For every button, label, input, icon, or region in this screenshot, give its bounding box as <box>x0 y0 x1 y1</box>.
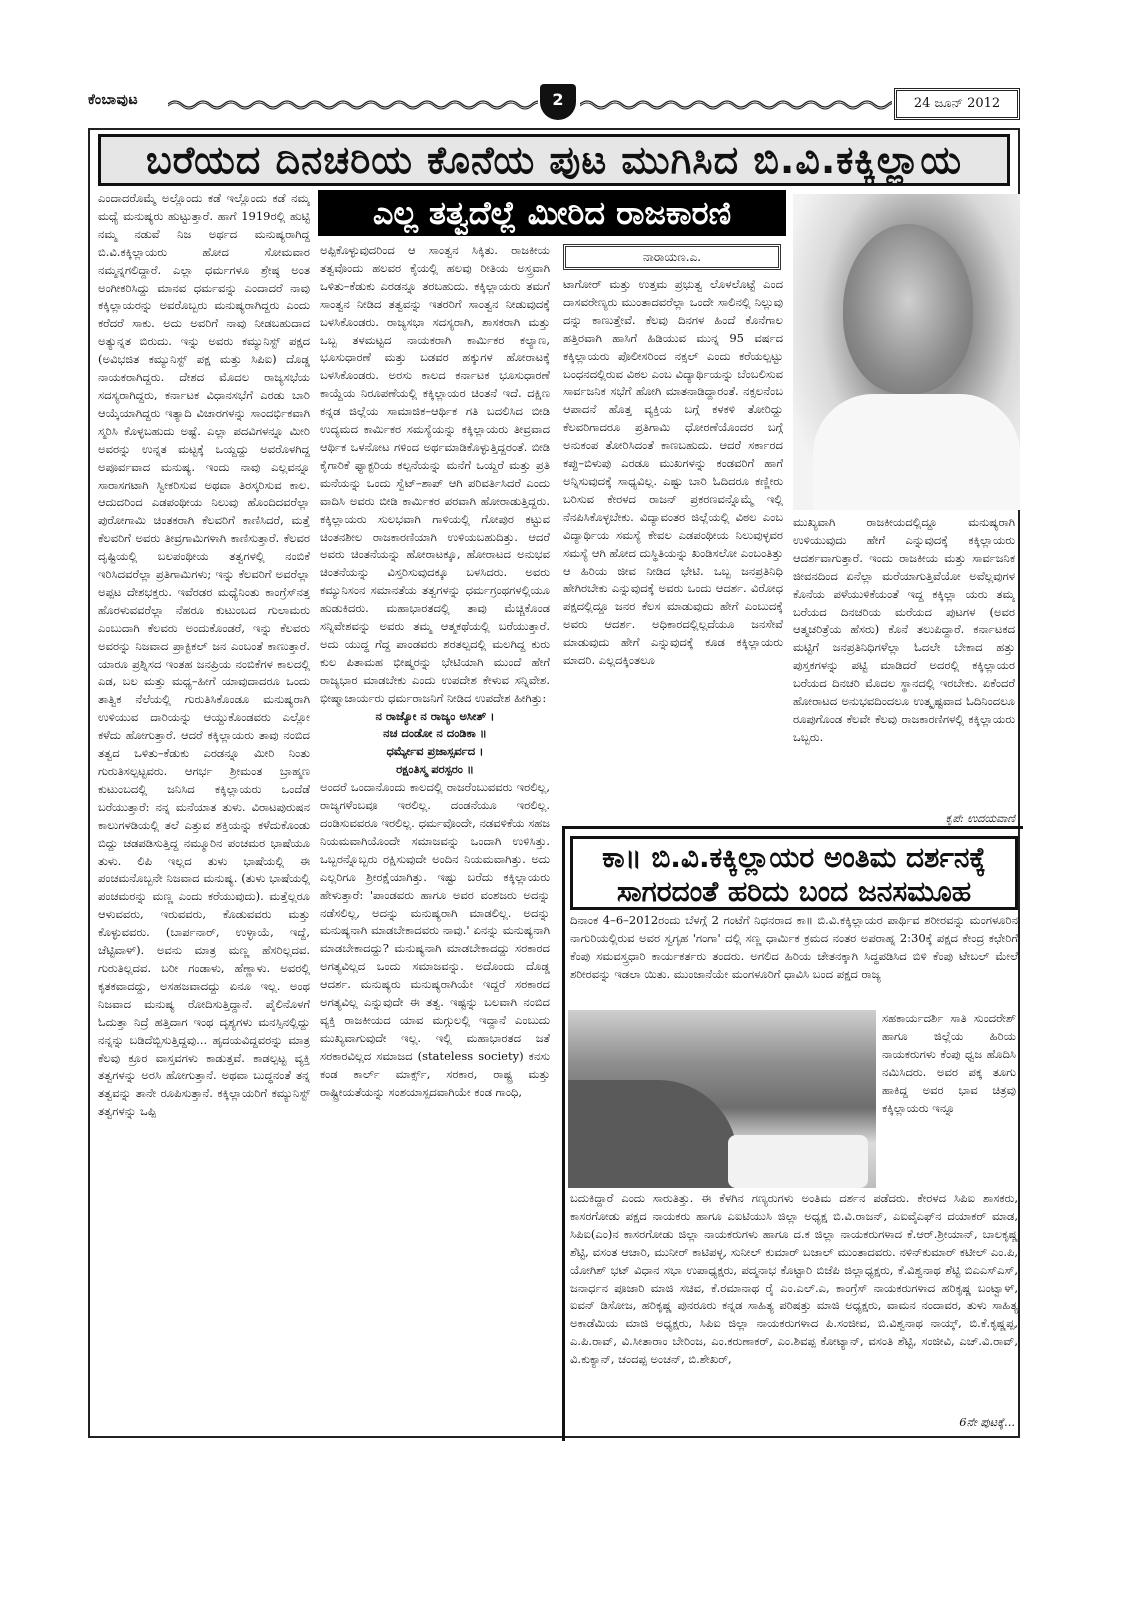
article1-text: ಎಂದಾದರೊಮ್ಮೆ ಅಲ್ಲೊಂದು ಕಡೆ ಇಲ್ಲೊಂದು ಕಡೆ ನಮ್ಮ ಮಧ್ಯೆ ಮನುಷ್ಯರು ಹುಟ್ಟುತ್ತಾರೆ. ಹಾಗೆ 1919ರಲ್ಲಿ ಹುಟ್ಟಿ ನಮ್ಮ ನಡುವೆ ನಿಜ ಅರ್ಥದ ಮನುಷ್ಯರಾಗಿದ್ದ ಬಿ.ವಿ.ಕಕ್ಕಿಲ್ಲಾಯರು ಹೋದ ಸೋಮವಾರ ನಮ್ಮನ್ನಗಲಿದ್ದಾರೆ. ಎಲ್ಲಾ ಧರ್ಮಗಳೂ ಶ್ರೇಷ್ಠ ಅಂತ ಅಂಗೀಕರಿಸಿದ್ದು ಮಾನವ ಧರ್ಮವನ್ನು ಎಂದಾದರೆ ನಾವು ಕಕ್ಕಿಲ್ಲಾಯರನ್ನು ಅವರೊಬ್ಬರು ಮನುಷ್ಯರಾಗಿದ್ದರು ಎಂದು ಕರೆದರೆ ಸಾಕು. ಅದು ಅವರಿಗೆ ನಾವು ನೀಡಬಹುದಾದ ಅತ್ಯುನ್ನತ ಬಿರುದು. ಇನ್ನು ಅವರು ಕಮ್ಯುನಿಸ್ಟ್ ಪಕ್ಷದ (ಅವಿಭಜಿತ ಕಮ್ಯುನಿಸ್ಟ್ ಪಕ್ಷ ಮತ್ತು ಸಿಪಿಐ) ದೊಡ್ಡ ನಾಯಕರಾಗಿದ್ದರು. ದೇಶದ ಮೊದಲ ರಾಜ್ಯಸಭೆಯ ಸದಸ್ಯರಾಗಿದ್ದರು, ಕರ್ನಾಟಕ ವಿಧಾನಸಭೆಗೆ ಎರಡು ಬಾರಿ ಆಯ್ಕೆಯಾಗಿದ್ದರು ಇತ್ಯಾದಿ ವಿಚಾರಗಳನ್ನು ಸಾಂದರ್ಭಿಕವಾಗಿ ಸ್ಮರಿಸಿ ಕೊಳ್ಳಬಹುದು ಅಷ್ಟೆ. ಎಲ್ಲಾ ಪದವಿಗಳನ್ನೂ ಮೀರಿ ಅವರನ್ನು ಉನ್ನತ ಮಟ್ಟಕ್ಕೆ ಒಯ್ದದ್ದು ಅವರೊಳಗಿದ್ದ ಅಪೂರ್ವವಾದ ಮನುಷ್ಯ. ಇಂದು ನಾವು ಎಲ್ಲವನ್ನೂ ಸಾರಾಸಗಟಾಗಿ ಸ್ವೀಕರಿಸುವ ಅಥವಾ ತಿರಸ್ಕರಿಸುವ ಕಾಲ. ಆದುದರಿಂದ ಎಡಪಂಥೀಯ ನಿಲುವು ಹೊಂದಿದವರೆಲ್ಲಾ ಪುರೋಗಾಮಿ ಚಿಂತಕರಾಗಿ ಕೆಲವರಿಗೆ ಕಾಣಿಸಿದರೆ, ಮತ್ತೆ ಕೆಲವರಿಗೆ ಅವರು ತೀವ್ರಗಾಮಿಗಳಾಗಿ ಕಾಣಿಸುತ್ತಾರೆ. ಕೆಲವರ ದೃಷ್ಟಿಯಲ್ಲಿ ಬಲಪಂಥೀಯ ತತ್ವಗಳಲ್ಲಿ ನಂಬಿಕೆ ಇರಿಸಿದವರೆಲ್ಲಾ ಪ್ರತಿಗಾಮಿಗಳು; ಇನ್ನು ಕೆಲವರಿಗೆ ಅವರೆಲ್ಲಾ ಅಪ್ಪಟ ದೇಶಭಕ್ತರು. ಇವೆರಡರ ಮಧ್ಯೆನಿಂತು ಕಾಂಗ್ರೆಸ್‌ನತ್ತ ಹೊರಳುವವರೆಲ್ಲಾ ನೆಹರೂ ಕುಟುಂಬದ ಗುಲಾಮರು ಎಂಬುದಾಗಿ ಕೆಲವರು ಅಂದುಕೊಂಡರೆ, ಇನ್ನು ಕೆಲವರು ಅವರನ್ನು ನಿಜವಾದ ಪ್ರಾಕ್ಟಿಕಲ್ ಜನ ಎಂಬಂತೆ ಕಾಣುತ್ತಾರೆ. ಯಾರೂ ಪ್ರಶ್ನಿಸದ ಇಂತಹ ಜನಪ್ರಿಯ ನಂಬಿಕೆಗಳ ಕಾಲದಲ್ಲಿ ಎಡ, ಬಲ ಮತ್ತು ಮಧ್ಯ–ಹೀಗೆ ಯಾವುದಾದರೂ ಒಂದು ತಾತ್ವಿಕ ನೆಲೆಯಲ್ಲಿ ಗುರುತಿಸಿಕೊಂಡೂ ಮನುಷ್ಯರಾಗಿ ಉಳಿಯುವ ದಾರಿಯನ್ನು ಆಯ್ದುಕೊಂಡವರು ಎಲ್ಲೋ ಕಳೆದು ಹೋಗುತ್ತಾರೆ. ಆದರೆ ಕಕ್ಕಿಲ್ಲಾಯರು ತಾವು ನಂಬಿದ ತತ್ವದ ಒಳಿತು–ಕೆಡುಕು ಎರಡನ್ನೂ ಮೀರಿ ನಿಂತು ಗುರುತಿಸಲ್ಪಟ್ಟವರು. ಆಗರ್ಭ ಶ್ರೀಮಂತ ಬ್ರಾಹ್ಮಣ ಕುಟುಂಬದಲ್ಲಿ ಜನಿಸಿದ ಕಕ್ಕಿಲ್ಲಾಯರು ಒಂದೆಡೆ ಬರೆಯುತ್ತಾರೆ: ನನ್ನ ಮನೆಯಾತ ತುಳು. ವಿರಾಟಪುರುಷನ ಕಾಲುಗಳಡಿಯಲ್ಲಿ ತಲೆ ಎತ್ತುವ ಶಕ್ತಿಯನ್ನು ಕಳೆದುಕೊಂಡು ಬಿದ್ದು ಚಡಪಡಿಸುತ್ತಿದ್ದ ನಮ್ಮೂರಿನ ಪಂಚಮರ ಭಾಷೆಯೂ ತುಳು. ಲಿಪಿ ಇಲ್ಲದ ತುಳು ಭಾಷೆಯಲ್ಲಿ ಈ ಪಂಚಮನೊಬ್ಬನೇ ನಿಜವಾದ ಮನುಷ್ಯ. (ತುಳು ಭಾಷೆಯಲ್ಲಿ ಪಂಚಮರನ್ನು ಮಣ್ಣ ಎಂದು ಕರೆಯುವುದು). ಮತ್ತೆಲ್ಲರೂ ಆಳುವವರು, ಇರುವವರು, ಕೊಡುವವರು ಮತ್ತು ಕೊಳ್ಳುವವರು. (ಬಾರ್ಪನಾರ್, ಉಳ್ಳಾಯೆ, ಇದ್ದೆ, ಚೆಟ್ಟಿವಾಳ್). ಅವನು ಮಾತ್ರ ಮಣ್ಣ ಹೆಸರಿಲ್ಲದವ. ಗುರುತಿಲ್ಲದವ. ಬರೀ ಗಂಡಾಳು, ಹೆಣ್ಣಾಳು. ಅವರಲ್ಲಿ ಕೃತಕವಾದದ್ದು, ಅಸಹಜವಾದದ್ದು ಏನೂ ಇಲ್ಲ. ಅಂಥ ನಿಜವಾದ ಮನುಷ್ಯ ರೋದಿಸುತ್ತಿದ್ದಾನೆ. ಪೈಲಿನೊಳಗೆ ಓದುತ್ತಾ ನಿದ್ರೆ ಹತ್ತಿದಾಗ ಇಂಥ ದೃಶ್ಯಗಳು ಮನಸ್ಸಿನಲ್ಲಿದ್ದು ನನ್ನನ್ನು ಬಡಿದೆಬ್ಬಿಸುತ್ತಿದ್ದವು... ಹೃದಯವಿದ್ದವರನ್ನು ಮಾತ್ರ ಕೆಲವು ಕ್ರೂರ ವಾಸ್ತವಗಳು ಕಾಡುತ್ತವೆ. ಕಾಡಲ್ಪಟ್ಟ ವ್ಯಕ್ತಿ ತತ್ವಗಳನ್ನು ಅರಸಿ ಹೋಗುತ್ತಾನೆ. ಅಥವಾ ಬುದ್ಧನಂತೆ ತನ್ನ ತತ್ವವನ್ನು ತಾನೇ ರೂಪಿಸುತ್ತಾನೆ. ಕಕ್ಕಿಲ್ಲಾಯರಿಗೆ ಕಮ್ಯುನಿಸ್ಟ್ ತತ್ವಗಳನ್ನು ಒಪ್ಪಿ <box>98 191 310 1119</box>
article3-body <box>570 1190 1018 1420</box>
article2-col2-bottom: ಅಂದರೆ ಒಂದಾನೊಂದು ಕಾಲದಲ್ಲಿ ರಾಜರೆಂಬುವವರು ಇರಲಿಲ್ಲ, ರಾಜ್ಯಗಳೆಂಬವೂ ಇರಲಿಲ್ಲ. ದಂಡನೆಯೂ ಇರಲಿಲ್ಲ. ದಂಡಿಸುವವರೂ ಇರಲಿಲ್ಲ. ಧರ್ಮವೊಂದೇ, ನಡವಳಿಕೆಯ ಸಹಜ ನಿಯಮವಾಗಿಯೊಂದೇ ಸಮಾಜವನ್ನು ಒಂದಾಗಿ ಉಳಿಸಿತ್ತು. ಒಬ್ಬರನ್ನೊಬ್ಬರು ರಕ್ಷಿಸುವುದೇ ಅಂದಿನ ನಿಯಮವಾಗಿತ್ತು. ಅದು ಎಲ್ಲರಿಗೂ ಶ್ರೀರಕ್ಷೆಯಾಗಿತ್ತು. ಇಷ್ಟು ಬರೆದು ಕಕ್ಕಿಲ್ಲಾಯರು ಹೇಳುತ್ತಾರೆ: 'ಪಾಂಡವರು ಹಾಗೂ ಅವರ ವಂಶಜರು ಅದನ್ನು ನಡೆಸಲಿಲ್ಲ, ಅದನ್ನು ಮನುಷ್ಯರಾಗಿ ಮಾಡಲಿಲ್ಲ. ಅದನ್ನು ಮನುಷ್ಯನಾಗಿ ಮಾಡಬೇಕಾದವರು ನಾವು.' ಏನನ್ನು ಮನುಷ್ಯನಾಗಿ ಮಾಡಬೇಕಾದದ್ದು? ಮನುಷ್ಯನಾಗಿ ಮಾಡಬೇಕಾದದ್ದು ಸರಕಾರದ ಅಗತ್ಯವಿಲ್ಲದ ಒಂದು ಸಮಾಜವನ್ನು. ಅದೊಂದು ದೊಡ್ಡ ಆದರ್ಶ. ಮನುಷ್ಯರು ಮನುಷ್ಯರಾಗಿಯೇ ಇದ್ದರೆ ಸರಕಾರದ ಅಗತ್ಯವಿಲ್ಲ ಎನ್ನುವುದೇ ಈ ತತ್ವ. ಇಷ್ಟನ್ನು ಬಲವಾಗಿ ನಂಬಿದ ವ್ಯಕ್ತಿ ರಾಜಕೀಯದ ಯಾವ ಮಗ್ಗುಲಲ್ಲಿ ಇದ್ದಾನೆ ಎಂಬುದು ಮುಖ್ಯವಾಗುವುದೇ ಇಲ್ಲ. ಇಲ್ಲಿ ಮಹಾಭಾರತದ ಜತೆ ಸರಕಾರವಿಲ್ಲದ ಸಮಾಜದ (stateless society) ಕನಸು ಕಂಡ ಕಾರ್ಲ್ ಮಾರ್ಕ್ಸ್, ಸರಕಾರ, ರಾಷ್ಟ್ರ ಮತ್ತು ರಾಷ್ಟ್ರೀಯತೆಯನ್ನು ಸಂಶಯಾಸ್ಪದವಾಗಿಯೇ ಕಂಡ ಗಾಂಧಿ, <box>320 780 550 1099</box>
shloka-line-1: ನ ರಾಜ್ಯೋ ನ ರಾಜ್ಯಂ ಅಸೀತ್ । <box>375 708 495 723</box>
wave-rule-right-icon <box>580 98 892 110</box>
portrait-shirt <box>813 394 1020 510</box>
issue-date: 24 ಜೂನ್ 2012 <box>894 88 1020 120</box>
shloka-line-4: ರಕ್ಷಂತಿಸ್ಮ ಪರಸ್ಪರಂ ॥ <box>396 762 474 777</box>
article2-byline: ನಾರಾಯಣ.ಎ. <box>563 244 781 270</box>
article1-column-1 <box>98 190 310 1430</box>
continued-link[interactable] <box>870 1414 1015 1432</box>
article3-headline-line-1: ಕಾ॥ ಬಿ.ವಿ.ಕಕ್ಕಿಲ್ಲಾಯರ ಅಂತಿಮ ದರ್ಶನಕ್ಕೆ <box>602 841 986 874</box>
article2-col3-text: ಟಾಗೋರ್ ಮತ್ತು ಉತ್ತಮ ಪ್ರಭುತ್ವ ಲೊಳಲೊಟ್ಟೆ ಎಂದ ದಾಸವರೇಣ್ಯರು ಮುಂತಾದವರೆಲ್ಲಾ ಒಂದೇ ಸಾಲಿನಲ್ಲಿ ನಿಲ್ಲುವು ದನ್ನು ಕಾಣುತ್ತೇವೆ. ಕೆಲವು ದಿನಗಳ ಹಿಂದೆ ಕೊನೆಗಾಲ ಹತ್ತಿರವಾಗಿ ಹಾಸಿಗೆ ಹಿಡಿಯುವ ಮುನ್ನ 95 ವರ್ಷದ ಕಕ್ಕಿಲ್ಲಾಯರು ಪೊಲೀಸರಿಂದ ನಕ್ಸಲ್ ಎಂದು ಕರೆಯಲ್ಪಟ್ಟು ಬಂಧನದಲ್ಲಿರುವ ವಿಠಲ ಎಂಬ ವಿದ್ಯಾರ್ಥಿಯನ್ನು ಬೆಂಬಲಿಸುವ ಸಾರ್ವಜನಿಕ ಸಭೆಗೆ ಹೋಗಿ ಮಾತನಾಡಿದ್ದಾರಂತೆ. ನಕ್ಸಲನೆಂಬ ಆಪಾದನೆ ಹೊತ್ತ ವ್ಯಕ್ತಿಯ ಬಗ್ಗೆ ಕಳಕಳಿ ತೋರಿದ್ದು ಕೆಲವರಿಗಾದರೂ ಪ್ರತಿಗಾಮಿ ಧೋರಣೆಯೊಂದರ ಬಗ್ಗೆ ಅನುಕಂಪ ತೋರಿಸಿದಂತೆ ಕಾಣಬಹುದು. ಆದರೆ ಸರ್ಕಾರದ ಕಪ್ಪು–ಬಿಳುಪು ಎರಡೂ ಮುಖಗಳನ್ನು ಕಂಡವರಿಗೆ ಹಾಗೆ ಅನ್ನಿಸುವುದಕ್ಕೆ ಸಾಧ್ಯವಿಲ್ಲ. ಎಷ್ಟು ಬಾರಿ ಓದಿದರೂ ಕಣ್ಣೀರು ಬರಿಸುವ ಕೇರಳದ ರಾಜನ್ ಪ್ರಕರಣವನ್ನೊಮ್ಮೆ ಇಲ್ಲಿ ನೆನಪಿಸಿಕೊಳ್ಳಬೇಕು. ವಿದ್ಯಾವಂತರ ಜಿಲ್ಲೆಯಲ್ಲಿ ವಿಠಲ ಎಂಬ ವಿದ್ಯಾರ್ಥಿಯ ಸಮಸ್ಯೆ ಕೇವಲ ಎಡಪಂಥೀಯ ನಿಲುವುಳ್ಳವರ ಸಮಸ್ಯೆ ಆಗಿ ಹೋದ ದುಸ್ಥಿತಿಯನ್ನು ಖಂಡಿಸಲೋ ಎಂಬಂತಿತ್ತು ಆ ಹಿರಿಯ ಜೀವ ನೀಡಿದ ಭೇಟಿ. ಒಬ್ಬ ಜನಪ್ರತಿನಿಧಿ ಹೇಗಿರಬೇಕು ಎನ್ನುವುದಕ್ಕೆ ಅವರು ಒಂದು ಆದರ್ಶ. ವಿರೋಧ ಪಕ್ಷದಲ್ಲಿದ್ದೂ ಜನರ ಕೆಲಸ ಮಾಡುವುದು ಹೇಗೆ ಎಂಬುದಕ್ಕೆ ಅವರು ಆದರ್ಶ. ಅಧಿಕಾರದಲ್ಲಿಲ್ಲದೆಯೂ ಜನಸೇವೆ ಮಾಡುವುದು ಹೇಗೆ ಎನ್ನುವುದಕ್ಕೆ ಕೂಡ ಕಕ್ಕಿಲ್ಲಾಯರು ಮಾದರಿ. ಎಲ್ಲದಕ್ಕಿಂತಲೂ <box>563 277 783 668</box>
article2-column-2 <box>320 242 550 1434</box>
red-flag-drape <box>568 1080 738 1188</box>
article2-col4-text: ಮುಖ್ಯವಾಗಿ ರಾಜಕೀಯದಲ್ಲಿದ್ದೂ ಮನುಷ್ಯರಾಗಿ ಉಳಿಯುವುದು ಹೇಗೆ ಎನ್ನುವುದಕ್ಕೆ ಕಕ್ಕಿಲ್ಲಾಯರು ಆದರ್ಶವಾಗುತ್ತಾರೆ. ಇಂದು ರಾಜಕೀಯ ಮತ್ತು ಸಾರ್ವಜನಿಕ ಜೀವನದಿಂದ ಏನೆಲ್ಲಾ ಮರೆಯಾಗುತ್ತಿವೆಯೋ ಅವೆಲ್ಲವುಗಳ ಕೊನೆಯ ಪಳೆಯುಳಿಕೆಯಂತೆ ಇದ್ದ ಕಕ್ಕಿಲ್ಲಾ ಯರು ತಮ್ಮ ಬರೆಯದ ದಿನಚರಿಯ ಮರೆಯದ ಪುಟಗಳ (ಅವರ ಆತ್ಮಚರಿತ್ರೆಯ ಹೆಸರು) ಕೊನೆ ತಲುಪಿದ್ದಾರೆ. ಕರ್ನಾಟಕದ ಮಟ್ಟಿಗೆ ಜನಪ್ರತಿನಿಧಿಗಳೆಲ್ಲಾ ಓದಲೇ ಬೇಕಾದ ಹತ್ತು ಪುಸ್ತಕಗಳನ್ನು ಪಟ್ಟಿ ಮಾಡಿದರೆ ಅದರಲ್ಲಿ ಕಕ್ಕಿಲ್ಲಾಯರ ಬರೆಯದ ದಿನಚರಿ ಮೊದಲ ಸ್ಥಾನದಲ್ಲಿ ಇರಬೇಕು. ಏಕೆಂದರೆ ಹೋರಾಟದ ಅನುಭವದಿಂದಲೂ ಉತ್ಕೃಷ್ಟವಾದ ಓದಿನಿಂದಲೂ ರೂಪುಗೊಂಡ ಕೆಲವೇ ಕೆಲವು ರಾಜಕಾರಣಿಗಳಲ್ಲಿ ಕಕ್ಕಿಲ್ಲಾಯರು ಒಬ್ಬರು. <box>793 515 1015 744</box>
portrait-photo <box>793 194 1020 510</box>
main-headline: ಬರೆಯದ ದಿನಚರಿಯ ಕೊನೆಯ ಪುಟ ಮುಗಿಸಿದ ಬಿ.ವಿ.ಕಕ್ಕಿಲ್ಲಾಯ <box>98 134 1010 186</box>
article3-body-text: ಬದುಕಿದ್ದಾರೆ ಎಂದು ಸಾರುತಿತ್ತು. ಈ ಕೆಳಗಿನ ಗಣ್ಯರುಗಳು ಅಂತಿಮ ದರ್ಶನ ಪಡೆದರು. ಕೇರಳದ ಸಿಪಿಐ ಶಾಸಕರು, ಕಾಸರಗೋಡು ಪಕ್ಷದ ನಾಯಕರು ಹಾಗೂ ಎಐಟಿಯುಸಿ ಜಿಲ್ಲಾ ಅಧ್ಯಕ್ಷ ಬಿ.ವಿ.ರಾಜನ್, ಎಐವೈಎಫ್‌ನ ದಯಾಕರ್ ಮಾಡ, ಸಿಪಿಐ(ಎಂ)ನ ಕಾಸರಗೋಡು ಜಿಲ್ಲಾ ನಾಯಕರುಗಳು ಹಾಗೂ ದ.ಕ ಜಿಲ್ಲಾ ನಾಯಕರುಗಳಾದ ಕೆ.ಆರ್.ಶ್ರೀಯಾನ್, ಬಾಲಕೃಷ್ಣ ಶೆಟ್ಟಿ, ವಸಂತ ಆಚಾರಿ, ಮುನೀರ್ ಕಾಟಿಪಳ್ಳ, ಸುನೀಲ್ ಕುಮಾರ್ ಬಜಾಲ್ ಮುಂತಾದವರು. ನಳಿನ್‌ಕುಮಾರ್ ಕಟೀಲ್ ಎಂ.ಪಿ, ಯೋಗಿಶ್ ಭಟ್ ವಿಧಾನ ಸಭಾ ಉಪಾಧ್ಯಕ್ಷರು, ಪದ್ಮನಾಭ ಕೊಟ್ಟಾರಿ ಬಿಜೆಪಿ ಜಿಲ್ಲಾಧ್ಯಕ್ಷರು, ಕೆ.ವಿಶ್ವನಾಥ ಶೆಟ್ಟಿ ಬಿಎಎಸ್‌ಎಸ್, ಜನಾರ್ಧನ ಪೂಜಾರಿ ಮಾಜಿ ಸಚಿವ, ಕೆ.ರಮಾನಾಥ ರೈ ಎಂ.ಎಲ್.ಎ, ಕಾಂಗ್ರೆಸ್ ನಾಯಕರುಗಳಾದ ಹರಿಕೃಷ್ಣ ಬಂಟ್ವಾಳ್, ಐವನ್ ಡಿಸೋಜ, ಹರಿಕೃಷ್ಣ ಪುನರೂರು ಕನ್ನಡ ಸಾಹಿತ್ಯ ಪರಿಷತ್ತು ಮಾಜಿ ಅಧ್ಯಕ್ಷರು, ವಾಮನ ನಂದಾವರ, ತುಳು ಸಾಹಿತ್ಯ ಅಕಾಡೆಮಿಯ ಮಾಜಿ ಅಧ್ಯಕ್ಷರು, ಸಿಪಿಐ ಜಿಲ್ಲಾ ನಾಯಕರುಗಳಾದ ಪಿ.ಸಂಜೀವ, ಬಿ.ವಿಶ್ವನಾಥ ನಾಯ್ಕ್, ಬಿ.ಕೆ.ಕೃಷ್ಣಪ್ಪ, ಎ.ಪಿ.ರಾವ್, ವಿ.ಸೀತಾರಾಂ ಬೇರಿಂಜ, ಎಂ.ಕರುಣಾಕರ್, ಎಂ.ಶಿವಪ್ಪ ಕೋಟ್ಯಾನ್, ವಸಂತಿ ಶೆಟ್ಟಿ, ಸಂಜೀವಿ, ಎಚ್.ವಿ.ರಾವ್, ವಿ.ಕುಕ್ಯಾನ್, ಚಂದಪ್ಪ ಅಂಚನ್, ಬಿ.ಶೇಖರ್, <box>570 1191 1018 1367</box>
portrait-face <box>843 224 973 394</box>
page-number-badge: 2 <box>540 84 576 120</box>
shloka-line-2: ನಚ ದಂಡೋ ನ ದಂಡಿಕಾ ॥ <box>383 726 487 741</box>
article3-side-text: ಸಹಕಾರ್ಯದರ್ಶಿ ಸಾತಿ ಸುಂದರೇಶ್ ಹಾಗೂ ಜಿಲ್ಲೆಯ ಹಿರಿಯ ನಾಯಕರುಗಳು ಕೆಂಪು ಧ್ವಜ ಹೊದಿಸಿ ನಮಿಸಿದರು. ಅವರ ಪಕ್ಕ ತೂಗು ಹಾಕಿದ್ದ ಅವರ ಭಾವ ಚಿತ್ರವು ಕಕ್ಕಿಲ್ಲಾಯರು ಇನ್ನೂ <box>882 1011 1016 1115</box>
article2-col2-top: ಅಪ್ಪಿಕೊಳ್ಳುವುದರಿಂದ ಆ ಸಾಂತ್ವನ ಸಿಕ್ಕಿತು. ರಾಜಕೀಯ ತತ್ವವೊಂದು ಹಲವರ ಕೈಯಲ್ಲಿ ಹಲವು ರೀತಿಯ ಅಸ್ತ್ರವಾಗಿ ಒಳಿತು–ಕೆಡುಕು ಎರಡನ್ನೂ ತರಬಹುದು. ಕಕ್ಕಿಲ್ಲಾಯರು ತಮಗೆ ಸಾಂತ್ವನ ನೀಡಿದ ತತ್ವವನ್ನು ಇತರರಿಗೆ ಸಾಂತ್ವನ ನೀಡುವುದಕ್ಕೆ ಬಳಸಿಕೊಂಡರು. ರಾಜ್ಯಸಭಾ ಸದಸ್ಯರಾಗಿ, ಶಾಸಕರಾಗಿ ಮತ್ತು ಒಬ್ಬ ತಳಮಟ್ಟದ ನಾಯಕರಾಗಿ ಕಾರ್ಮಿಕರ ಕಲ್ಯಾಣ, ಭೂಸುಧಾರಣೆ ಮತ್ತು ಬಡವರ ಹಕ್ಕುಗಳ ಹೋರಾಟಕ್ಕೆ ಬಳಸಿಕೊಂಡರು. ಅರಸು ಕಾಲದ ಕರ್ನಾಟಕ ಭೂಸುಧಾರಣೆ ಕಾಯ್ದೆಯ ನಿರೂಪಣೆಯಲ್ಲಿ ಕಕ್ಕಿಲ್ಲಾಯರ ಚಿಂತನೆ ಇದೆ. ದಕ್ಷಿಣ ಕನ್ನಡ ಜಿಲ್ಲೆಯ ಸಾಮಾಜಿಕ–ಆರ್ಥಿಕ ಗತಿ ಬದಲಿಸಿದ ಬೀಡಿ ಉದ್ಯಮದ ಕಾರ್ಮಿಕರ ಸಮಸ್ಯೆಯನ್ನು ಕಕ್ಕಿಲ್ಲಾಯರು ತೀವ್ರವಾದ ಆರ್ಥಿಕ ಒಳನೋಟ ಗಳಿಂದ ಅರ್ಥಮಾಡಿಕೊಳ್ಳುತ್ತಿದ್ದರಂತೆ. ಬೀಡಿ ಕೈಗಾರಿಕೆ ಫ್ಯಾಕ್ಟರಿಯ ಕಲ್ಪನೆಯನ್ನು ಮನೆಗೆ ಒಯ್ದರೆ ಮತ್ತು ಪ್ರತಿ ಮನೆಯನ್ನು ಒಂದು ಸ್ವೆಟ್–ಶಾಪ್ ಆಗಿ ಪರಿವರ್ತಿಸಿದರೆ ಎಂದು ವಾದಿಸಿ ಅವರು ಬೀಡಿ ಕಾರ್ಮಿಕರ ಪರವಾಗಿ ಹೋರಾಡುತ್ತಿದ್ದರು. ಕಕ್ಕಿಲ್ಲಾಯರು ಸುಲಭವಾಗಿ ಗಾಳಿಯಲ್ಲಿ ಗೋಪುರ ಕಟ್ಟುವ ಚಿಂತನಶೀಲ ರಾಜಕಾರಣಿಯಾಗಿ ಉಳಿಯಬಹುದಿತ್ತು. ಆದರೆ ಅವರು ಚಿಂತನೆಯನ್ನು ಹೋರಾಟಕ್ಕೂ, ಹೋರಾಟದ ಅನುಭವ ಚಿಂತನೆಯನ್ನು ವಿಸ್ತರಿಸುವುದಕ್ಕೂ ಬಳಸಿದರು. ಅವರು ಕಮ್ಯುನಿಸಂನ ಸಮಾನತೆಯ ತತ್ವಗಳನ್ನು ಧರ್ಮಗ್ರಂಥಗಳಲ್ಲಿಯೂ ಹುಡುಕಿದರು. ಮಹಾಭಾರತದಲ್ಲಿ ತಾವು ಮೆಚ್ಚಿಕೊಂಡ ಸನ್ನಿವೇಶವನ್ನು ಅವರು ತಮ್ಮ ಆತ್ಮಕಥೆಯಲ್ಲಿ ಬರೆಯುತ್ತಾರೆ. ಅದು ಯುದ್ಧ ಗೆದ್ದ ಪಾಂಡವರು ಶರತಲ್ಪದಲ್ಲಿ ಮಲಗಿದ್ದ ಕುರು ಕುಲ ಪಿತಾಮಹ ಭೀಷ್ಮರನ್ನು ಭೇಟಿಯಾಗಿ ಮುಂದೆ ಹೇಗೆ ರಾಜ್ಯಭಾರ ಮಾಡಬೇಕು ಎಂದು ಉಪದೇಶ ಕೇಳುವ ಸನ್ನಿವೇಶ. ಭೀಷ್ಮಾಚಾರ್ಯರು ಧರ್ಮರಾಜನಿಗೆ ನೀಡಿದ ಉಪದೇಶ ಹೀಗಿತ್ತು: <box>320 243 550 705</box>
continued-text[interactable]: 6ನೇ ಪುಟಕ್ಕೆ... <box>959 1415 1015 1429</box>
article3-headline-line-2: ಸಾಗರದಂತೆ ಹರಿದು ಬಂದ ಜನಸಮೂಹ <box>616 875 972 908</box>
bier <box>728 1135 868 1188</box>
paper-name: ಕೆಂಬಾವುಟ <box>88 92 139 108</box>
article3-headline <box>570 836 1018 910</box>
article3-intro-text: ದಿನಾಂಕ 4–6–2012ರಂದು ಬೆಳಗ್ಗೆ 2 ಗಂಟೆಗೆ ನಿಧನರಾದ ಕಾ॥ ಬಿ.ವಿ.ಕಕ್ಕಿಲ್ಲಾಯರ ಪಾರ್ಥಿವ ಶರೀರವನ್ನು ಮಂಗಳೂರಿನ ನಾಗುರಿಯಲ್ಲಿರುವ ಅವರ ಸ್ವಗೃಹ 'ಗಂಗಾ' ದಲ್ಲಿ ಸಣ್ಣ ಧಾರ್ಮಿಕ ಕ್ರಮದ ನಂತರ ಅಪರಾಹ್ನ 2:30ಕ್ಕೆ ಪಕ್ಷದ ಕೇಂದ್ರ ಕಛೇರಿಗೆ ಕೆಂಪು ಸಮವಸ್ತ್ರಧಾರಿ ಕಾರ್ಯಕರ್ತರು ತಂದರು. ಅಗಲಿದ ಹಿರಿಯ ಚೇತನಕ್ಕಾಗಿ ಸಿದ್ಧಪಡಿಸಿದ ಬಿಳಿ ಕೆಂಪು ಟೇಬಲ್ ಮೇಲೆ ಶರೀರವನ್ನು ಇಡಲಾ ಯಿತು. ಮುಂಜಾನೆಯೇ ಮಂಗಳೂರಿಗೆ ಧಾವಿಸಿ ಬಂದ ಪಕ್ಷದ ರಾಜ್ಯ <box>570 913 1018 981</box>
wave-rule-left-icon <box>168 98 538 110</box>
article3-intro <box>570 912 1018 1006</box>
masthead <box>88 84 1020 120</box>
shloka-line-3: ಧರ್ಮ್ಯೇವ ಪ್ರಜಾಸ್ಸರ್ವದ । <box>386 744 484 759</box>
funeral-photo <box>568 1010 876 1188</box>
article2-headline: ಎಲ್ಲ ತತ್ವದೆಲ್ಲೆ ಮೀರಿದ ರಾಜಕಾರಣಿ <box>318 190 786 236</box>
article2-column-3 <box>563 276 783 822</box>
photo-credit: ಕೃಪೆ: ಉದಯವಾಣಿ <box>945 812 1015 825</box>
article2-column-4 <box>793 514 1015 812</box>
article3-side-column <box>882 1010 1016 1190</box>
